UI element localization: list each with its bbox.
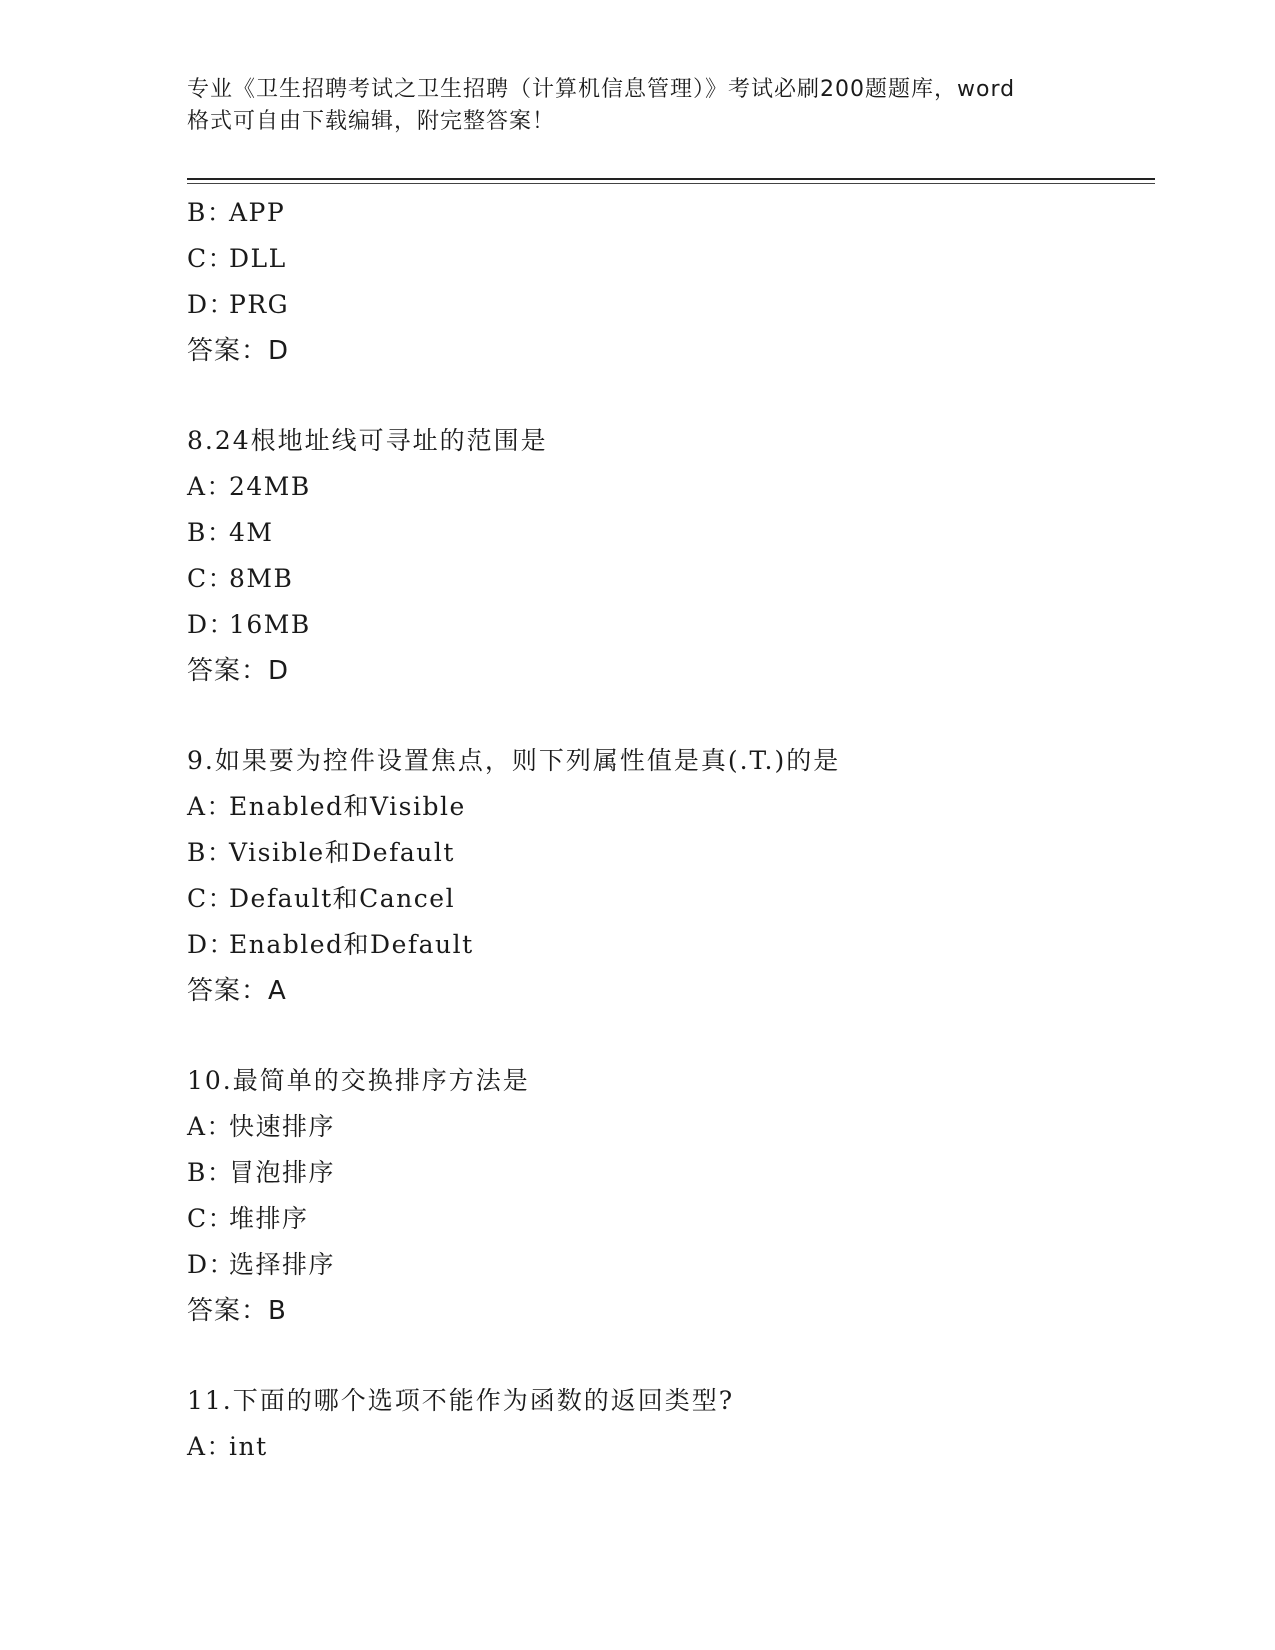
question-list <box>187 190 1147 1470</box>
option-label: A： <box>187 792 234 821</box>
option-text: DLL <box>229 244 287 273</box>
option-label: C： <box>187 244 235 273</box>
option-label: B： <box>187 838 234 867</box>
option-text: int <box>229 1432 268 1461</box>
header-title-line2: 格式可自由下载编辑，附完整答案！ <box>187 109 556 134</box>
answer-line: 答案：D <box>187 336 290 366</box>
option-c <box>187 556 1147 602</box>
option-label: B： <box>187 1158 234 1187</box>
option-text: Default和Cancel <box>229 884 456 913</box>
option-text: Enabled和Default <box>229 930 474 959</box>
option-b <box>187 830 1147 876</box>
question-block-9 <box>187 738 1147 1014</box>
answer-line: 答案：D <box>187 656 290 686</box>
option-label: C： <box>187 1204 235 1233</box>
option-label: A： <box>187 1112 234 1141</box>
question-text: 11.下面的哪个选项不能作为函数的返回类型? <box>187 1386 735 1415</box>
option-d <box>187 282 1147 328</box>
answer-line: 答案：A <box>187 976 287 1006</box>
option-a <box>187 1104 1147 1150</box>
question-block-8 <box>187 418 1147 694</box>
option-text: Enabled和Visible <box>229 792 466 821</box>
header-title-line1: 专业《卫生招聘考试之卫生招聘（计算机信息管理）》考试必刷200题题库，word <box>187 77 1016 102</box>
option-d <box>187 1242 1147 1288</box>
option-d <box>187 602 1147 648</box>
question-block-10 <box>187 1058 1147 1334</box>
option-text: APP <box>229 198 286 227</box>
option-label: B： <box>187 518 234 547</box>
question-text: 10.最简单的交换排序方法是 <box>187 1066 530 1095</box>
option-text: 4M <box>229 518 274 547</box>
question-text: 8.24根地址线可寻址的范围是 <box>187 426 548 455</box>
option-b <box>187 190 1147 236</box>
option-a <box>187 784 1147 830</box>
header-divider-thick <box>187 178 1155 180</box>
option-label: A： <box>187 1432 234 1461</box>
option-text: Visible和Default <box>229 838 455 867</box>
question-text: 9.如果要为控件设置焦点，则下列属性值是真(.T.)的是 <box>187 746 841 775</box>
option-text: 冒泡排序 <box>229 1158 336 1187</box>
option-a <box>187 1424 1147 1470</box>
question-block-7 <box>187 190 1147 374</box>
option-text: 快速排序 <box>229 1112 336 1141</box>
option-text: 堆排序 <box>229 1204 309 1233</box>
option-b <box>187 510 1147 556</box>
document-header <box>187 74 1087 138</box>
option-d <box>187 922 1147 968</box>
option-label: C： <box>187 564 235 593</box>
option-label: D： <box>187 290 236 319</box>
option-text: 24MB <box>229 472 311 501</box>
option-label: A： <box>187 472 234 501</box>
answer-line: 答案：B <box>187 1296 287 1326</box>
option-label: B： <box>187 198 234 227</box>
option-label: C： <box>187 884 235 913</box>
option-c <box>187 1196 1147 1242</box>
option-text: 16MB <box>229 610 311 639</box>
option-b <box>187 1150 1147 1196</box>
question-block-11 <box>187 1378 1147 1470</box>
option-text: PRG <box>229 290 290 319</box>
option-a <box>187 464 1147 510</box>
option-text: 选择排序 <box>229 1250 336 1279</box>
option-label: D： <box>187 930 236 959</box>
option-c <box>187 876 1147 922</box>
option-label: D： <box>187 1250 236 1279</box>
option-text: 8MB <box>229 564 294 593</box>
option-label: D： <box>187 610 236 639</box>
header-divider-thin <box>187 183 1155 184</box>
option-c <box>187 236 1147 282</box>
